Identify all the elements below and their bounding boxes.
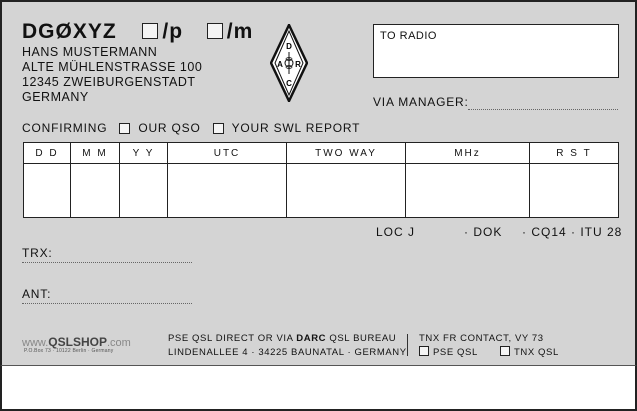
col-two-way: TWO WAY — [287, 143, 406, 164]
address-country: GERMANY — [22, 90, 89, 104]
tnx-contact-line: TNX FR CONTACT, VY 73 — [419, 333, 544, 344]
swl-report-checkbox[interactable] — [213, 123, 224, 134]
pse-line1-darc: DARC — [296, 333, 327, 344]
qso-table — [23, 142, 619, 218]
tnx-qsl-checkbox[interactable] — [500, 346, 510, 356]
col-rst: R S T — [530, 143, 619, 164]
brand-suffix: .com — [106, 337, 131, 349]
our-qso-checkbox[interactable] — [119, 123, 130, 134]
address-city: 12345 ZWEIBURGENSTADT — [22, 75, 196, 89]
brand-name: QSLSHOP — [48, 335, 107, 349]
col-mhz: MHz — [406, 143, 530, 164]
pse-qsl-checkbox[interactable] — [419, 346, 429, 356]
portable-suffix: /p — [162, 20, 184, 43]
confirming-row — [22, 121, 360, 135]
address-street: ALTE MÜHLENSTRASSE 100 — [22, 60, 203, 74]
bureau-address: LINDENALLEE 4 · 34225 BAUNATAL · GERMANY — [168, 347, 407, 358]
logo-letter-r: R — [295, 60, 301, 69]
logo-letter-c: C — [286, 79, 292, 88]
address-name: HANS MUSTERMANN — [22, 45, 158, 59]
cell-mhz[interactable] — [406, 164, 530, 218]
cell-rst[interactable] — [530, 164, 619, 218]
qslshop-brand — [22, 335, 131, 349]
zones-label: · CQ14 · ITU 28 — [522, 225, 623, 239]
col-year: Y Y — [120, 143, 168, 164]
cell-year[interactable] — [120, 164, 168, 218]
our-qso-label: OUR QSO — [138, 121, 201, 135]
callsign: DGØXYZ — [22, 20, 117, 43]
qsl-request-row — [419, 346, 559, 358]
ant-label: ANT: — [22, 287, 52, 301]
trx-label: TRX: — [22, 246, 53, 260]
via-manager-line[interactable] — [468, 109, 618, 110]
pse-line1-pre: PSE QSL DIRECT OR VIA — [168, 333, 297, 344]
mobile-suffix: /m — [226, 20, 254, 43]
cell-two-way[interactable] — [287, 164, 406, 218]
callsign-header — [22, 20, 253, 44]
portable-checkbox[interactable] — [142, 23, 158, 39]
qso-table-header — [24, 143, 619, 164]
table-row — [24, 164, 619, 218]
locator-label: LOC J — [376, 225, 416, 239]
to-radio-box[interactable] — [373, 24, 619, 78]
ant-line[interactable] — [22, 303, 192, 304]
darc-diamond-logo — [270, 24, 308, 107]
pse-qsl-label: PSE QSL — [433, 347, 478, 358]
cell-day[interactable] — [24, 164, 71, 218]
pse-line1-post: QSL BUREAU — [326, 333, 397, 344]
cell-month[interactable] — [71, 164, 120, 218]
logo-letter-a: A — [277, 60, 283, 69]
pse-qsl-line — [168, 333, 396, 344]
mobile-checkbox[interactable] — [207, 23, 223, 39]
via-manager-label: VIA MANAGER: — [373, 95, 469, 109]
col-utc: UTC — [168, 143, 287, 164]
logo-letter-d: D — [286, 42, 292, 51]
to-radio-label: TO RADIO — [380, 30, 437, 42]
cell-utc[interactable] — [168, 164, 287, 218]
trx-line[interactable] — [22, 262, 192, 263]
tnx-qsl-label: TNX QSL — [514, 347, 559, 358]
col-month: M M — [71, 143, 120, 164]
swl-report-label: YOUR SWL REPORT — [231, 121, 361, 135]
confirming-label: CONFIRMING — [22, 121, 108, 135]
dok-label: · DOK — [464, 225, 503, 239]
brand-address: P.O.Box 73 · 10122 Berlin · Germany — [24, 348, 114, 354]
brand-prefix: www. — [22, 337, 49, 349]
bottom-white-strip — [0, 365, 637, 411]
col-day: D D — [24, 143, 71, 164]
footer-divider — [407, 334, 408, 356]
